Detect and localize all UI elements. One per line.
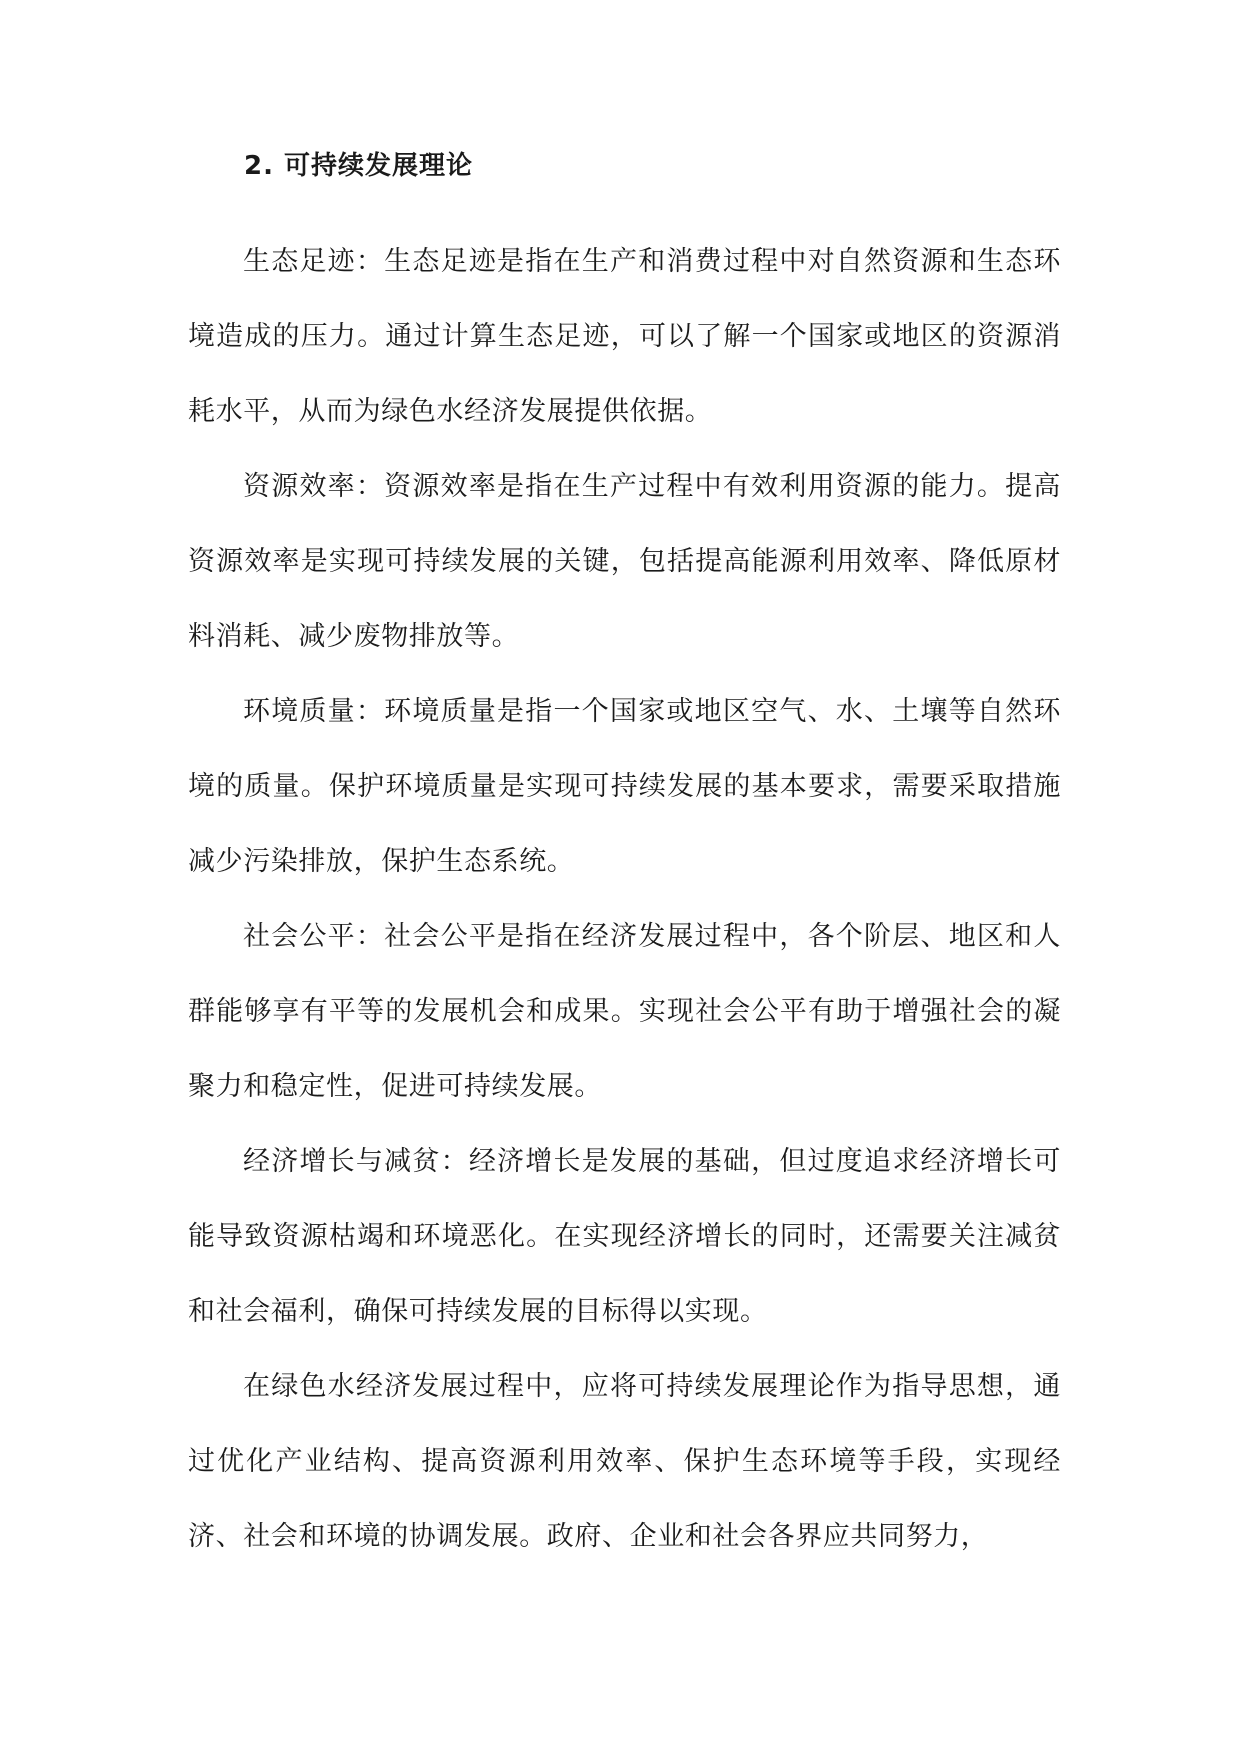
- paragraph-growth-poverty-reduction: 经济增长与减贫：经济增长是发展的基础，但过度追求经济增长可能导致资源枯竭和环境恶化。在实现经济增长的同时，还需要关注减贫和社会福利，确保可持续发展的目标得以实现。: [188, 1146, 1061, 1327]
- section-heading: 2. 可持续发展理论: [244, 151, 474, 181]
- paragraph-ecological-footprint: 生态足迹：生态足迹是指在生产和消费过程中对自然资源和生态环境造成的压力。通过计算生态足迹，可以了解一个国家或地区的资源消耗水平，从而为绿色水经济发展提供依据。: [188, 246, 1061, 427]
- paragraph-resource-efficiency: 资源效率：资源效率是指在生产过程中有效利用资源的能力。提高资源效率是实现可持续发展的关键，包括提高能源利用效率、降低原材料消耗、减少废物排放等。: [188, 471, 1061, 652]
- paragraph-social-equity: 社会公平：社会公平是指在经济发展过程中，各个阶层、地区和人群能够享有平等的发展机会和成果。实现社会公平有助于增强社会的凝聚力和稳定性，促进可持续发展。: [188, 921, 1061, 1102]
- paragraph-green-water-economy: 在绿色水经济发展过程中，应将可持续发展理论作为指导思想，通过优化产业结构、提高资源利用效率、保护生态环境等手段，实现经济、社会和环境的协调发展。政府、企业和社会各界应共同努力，: [188, 1371, 1061, 1552]
- paragraph-environmental-quality: 环境质量：环境质量是指一个国家或地区空气、水、土壤等自然环境的质量。保护环境质量是实现可持续发展的基本要求，需要采取措施减少污染排放，保护生态系统。: [188, 696, 1061, 877]
